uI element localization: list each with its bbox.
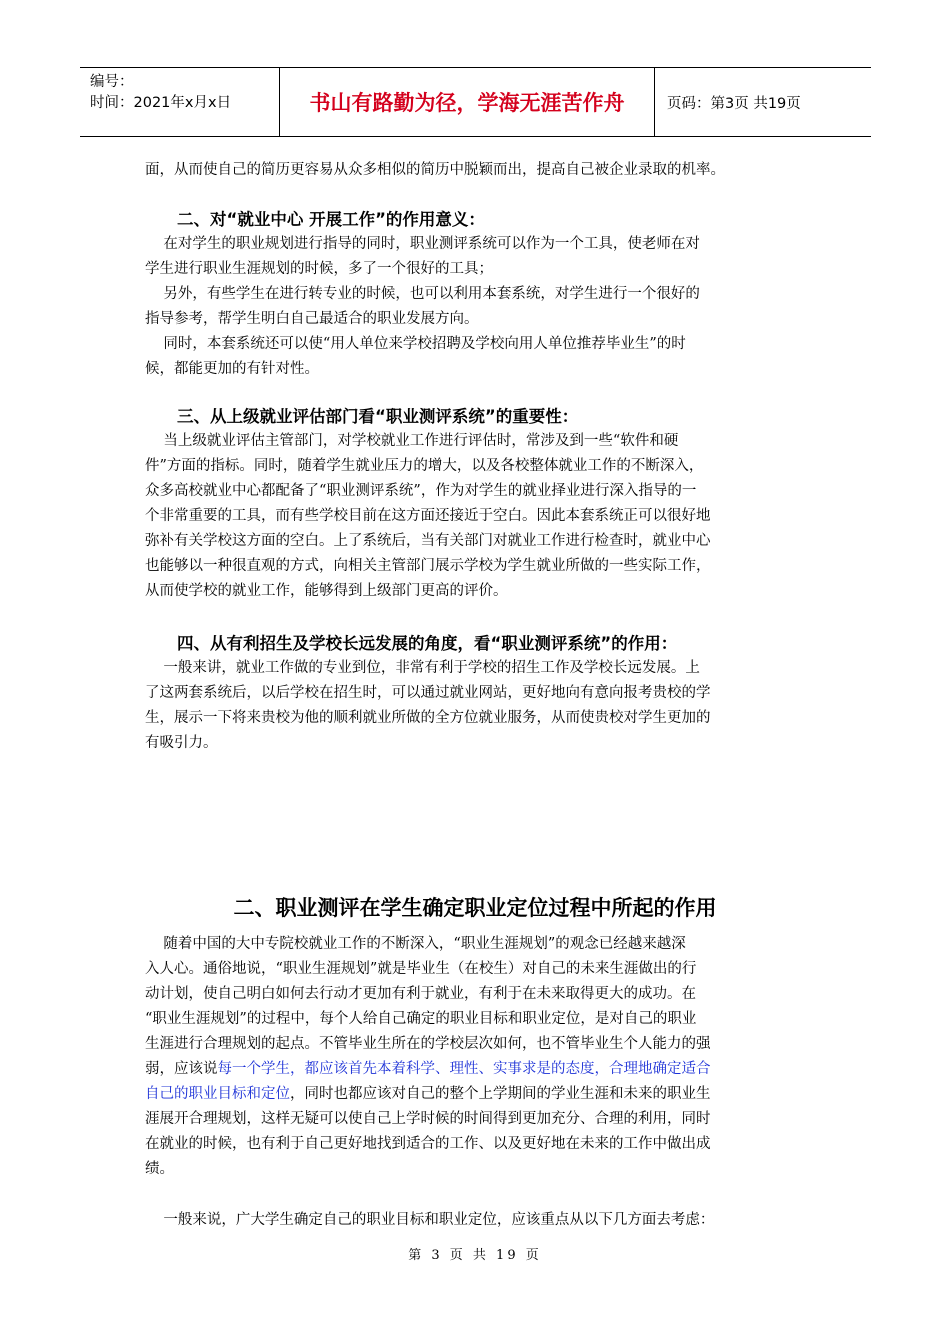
paragraph-line: 在对学生的职业规划进行指导的同时，职业测评系统可以作为一个工具，使老师在对 <box>145 236 700 252</box>
paragraph-line-mixed <box>145 1082 810 1107</box>
paragraph-line: 生，展示一下将来贵校为他的顺利就业所做的全方位就业服务，从而使贵校对学生更加的 <box>145 710 711 726</box>
section-heading: 二、对“就业中心 开展工作”的作用意义： <box>177 210 485 229</box>
paragraph-line: 面，从而使自己的简历更容易从众多相似的简历中脱颖而出，提高自己被企业录取的机率。 <box>145 162 725 178</box>
paragraph-line: 从而使学校的就业工作，能够得到上级部门更高的评价。 <box>145 583 508 599</box>
paragraph-line: 在就业的时候，也有利于自己更好地找到适合的工作、以及更好地在未来的工作中做出成 <box>145 1136 711 1152</box>
paragraph-line: 动计划，使自己明白如何去行动才更加有利于就业，有利于在未来取得更大的成功。在 <box>145 986 696 1002</box>
paragraph-line: 一般来说，广大学生确定自己的职业目标和职业定位，应该重点从以下几方面去考虑： <box>145 1212 715 1228</box>
header-motto: 书山有路勤为径，学海无涯苦作舟 <box>280 68 655 136</box>
paragraph-line: 件”方面的指标。同时，随着学生就业压力的增大，以及各校整体就业工作的不断深入， <box>145 458 704 474</box>
paragraph-line: 一般来讲，就业工作做的专业到位，非常有利于学校的招生工作及学校长远发展。上 <box>145 660 700 676</box>
paragraph-line: 生涯进行合理规划的起点。不管毕业生所在的学校层次如何，也不管毕业生个人能力的强 <box>145 1036 711 1052</box>
header-meta <box>80 68 280 136</box>
paragraph-line: 候，都能更加的有针对性。 <box>145 361 319 377</box>
paragraph-line: 个非常重要的工具，而有些学校目前在这方面还接近于空白。因此本套系统正可以很好地 <box>145 508 711 524</box>
paragraph-line: “职业生涯规划”的过程中，每个人给自己确定的职业目标和职业定位，是对自己的职业 <box>145 1011 697 1027</box>
section-intro <box>145 158 810 183</box>
date-label: 时间：2021年x月x日 <box>90 95 232 111</box>
text-run: 弱，应该说 <box>145 1061 218 1077</box>
paragraph-line: 另外，有些学生在进行转专业的时候，也可以利用本套系统，对学生进行一个很好的 <box>145 286 700 302</box>
paragraph-line: 指导参考，帮学生明白自己最适合的职业发展方向。 <box>145 311 479 327</box>
paragraph-line: 弥补有关学校这方面的空白。上了系统后，当有关部门对就业工作进行检查时，就业中心 <box>145 533 711 549</box>
paragraph-line: 绩。 <box>145 1161 174 1177</box>
paragraph-line: 同时，本套系统还可以使“用人单位来学校招聘及学校向用人单位推荐毕业生”的时 <box>145 336 686 352</box>
chapter-body <box>145 932 810 1182</box>
section-4 <box>145 632 810 756</box>
section-heading: 四、从有利招生及学校长远发展的角度，看“职业测评系统”的作用： <box>177 634 678 653</box>
header-page-label: 页码：第3页 共19页 <box>667 95 801 112</box>
number-label: 编号： <box>90 74 134 90</box>
highlighted-text: 自己的职业目标和定位 <box>145 1086 290 1102</box>
paragraph-line: 了这两套系统后，以后学校在招生时，可以通过就业网站，更好地向有意向报考贵校的学 <box>145 685 711 701</box>
section-3 <box>145 405 810 604</box>
paragraph-line: 有吸引力。 <box>145 735 218 751</box>
section-2 <box>145 208 810 382</box>
paragraph-line: 学生进行职业生涯规划的时候，多了一个很好的工具； <box>145 261 493 277</box>
highlighted-text: 每一个学生，都应该首先本着科学、理性、实事求是的态度，合理地确定适合 <box>217 1061 711 1077</box>
page-header <box>80 67 871 137</box>
paragraph-line: 众多高校就业中心都配备了“职业测评系统”，作为对学生的就业择业进行深入指导的一 <box>145 483 697 499</box>
paragraph-line: 当上级就业评估主管部门，对学校就业工作进行评估时，常涉及到一些“软件和硬 <box>145 433 679 449</box>
section-heading: 三、从上级就业评估部门看“职业测评系统”的重要性： <box>177 407 579 426</box>
paragraph-line: 入人心。通俗地说，“职业生涯规划”就是毕业生（在校生）对自己的未来生涯做出的行 <box>145 961 697 977</box>
chapter-title: 二、职业测评在学生确定职业定位过程中所起的作用 <box>233 896 717 920</box>
closing-paragraph <box>145 1208 810 1233</box>
paragraph-line: 涯展开合理规划，这样无疑可以使自己上学时候的时间得到更加充分、合理的利用，同时 <box>145 1111 711 1127</box>
paragraph-line: 随着中国的大中专院校就业工作的不断深入，“职业生涯规划”的观念已经越来越深 <box>145 936 686 952</box>
page-footer: 第 3 页 共 19 页 <box>408 1248 542 1263</box>
paragraph-line-mixed <box>145 1057 810 1082</box>
paragraph-line: 也能够以一种很直观的方式，向相关主管部门展示学校为学生就业所做的一些实际工作， <box>145 558 711 574</box>
text-run: ，同时也都应该对自己的整个上学期间的学业生涯和未来的职业生 <box>290 1086 711 1102</box>
